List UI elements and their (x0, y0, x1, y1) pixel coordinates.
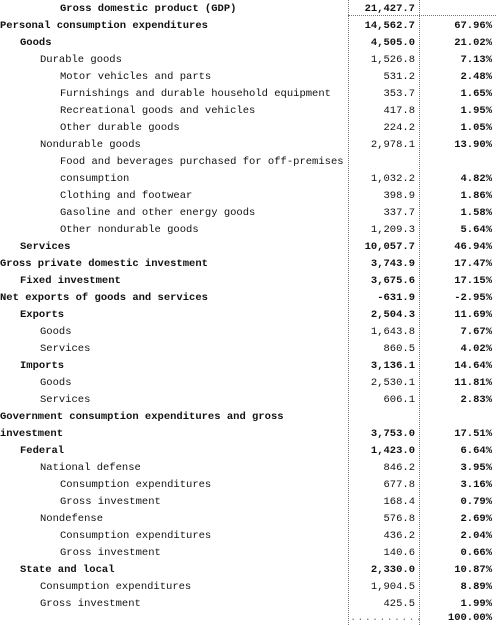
row-label: Gross investment (60, 496, 161, 508)
row-value: 2,504.3 (370, 309, 415, 321)
row-value: 846.2 (383, 462, 415, 474)
row-percent: 4.82% (460, 173, 492, 185)
row-value: 3,753.0 (370, 428, 415, 440)
row-label: investment (0, 428, 64, 440)
row-label: Exports (20, 309, 65, 321)
row-value: 860.5 (383, 343, 415, 355)
row-label: Food and beverages purchased for off-premises (60, 156, 344, 168)
row-value: 1,423.0 (370, 445, 415, 457)
row-value: 140.6 (383, 547, 415, 559)
row-percent: 2.69% (460, 513, 492, 525)
row-value: 425.5 (383, 598, 415, 610)
row-percent: 67.96% (454, 20, 492, 32)
row-value: -631.9 (377, 292, 415, 304)
row-percent: 2.83% (460, 394, 492, 406)
row-percent: 5.64% (460, 224, 492, 236)
row-value: 4,505.0 (370, 37, 415, 49)
row-label: Gross private domestic investment (0, 258, 208, 270)
row-percent: 6.64% (460, 445, 492, 457)
row-value: 14,562.7 (364, 20, 415, 32)
row-label: Consumption expenditures (60, 530, 212, 542)
row-label: Gross investment (40, 598, 141, 610)
row-label: Gasoline and other energy goods (60, 207, 256, 219)
row-value: 1,904.5 (370, 581, 415, 593)
row-percent: 17.15% (454, 275, 492, 287)
row-separator (348, 15, 496, 16)
row-label: consumption (60, 173, 130, 185)
row-percent: 10.87% (454, 564, 492, 576)
row-label: Personal consumption expenditures (0, 20, 208, 32)
row-percent: 2.04% (460, 530, 492, 542)
row-percent: 1.65% (460, 88, 492, 100)
row-value: 2,330.0 (370, 564, 415, 576)
row-value: 1,032.2 (370, 173, 415, 185)
row-percent: 0.66% (460, 547, 492, 559)
row-percent: 4.02% (460, 343, 492, 355)
row-label: Government consumption expenditures and gross (0, 411, 284, 423)
row-label: Nondefense (40, 513, 104, 525)
row-label: Other nondurable goods (60, 224, 199, 236)
row-value: 2,978.1 (370, 139, 415, 151)
gdp-header-value: 21,427.7 (364, 3, 415, 15)
row-value: 606.1 (383, 394, 415, 406)
row-label: Gross investment (60, 547, 161, 559)
row-label: Recreational goods and vehicles (60, 105, 256, 117)
row-value: 1,643.8 (370, 326, 415, 338)
row-label: Nondurable goods (40, 139, 141, 151)
row-percent: 1.99% (460, 598, 492, 610)
row-value: 353.7 (383, 88, 415, 100)
row-percent: 3.95% (460, 462, 492, 474)
row-value: 10,057.7 (364, 241, 415, 253)
row-label: Furnishings and durable household equipment (60, 88, 331, 100)
row-percent: 3.16% (460, 479, 492, 491)
row-percent: 13.90% (454, 139, 492, 151)
row-label: Consumption expenditures (60, 479, 212, 491)
row-value: 3,743.9 (370, 258, 415, 270)
row-label: Federal (20, 445, 65, 457)
row-value: 3,675.6 (370, 275, 415, 287)
row-value: 677.8 (383, 479, 415, 491)
row-value: 398.9 (383, 190, 415, 202)
row-percent: 17.47% (454, 258, 492, 270)
row-percent: 1.05% (460, 122, 492, 134)
row-value: 2,530.1 (370, 377, 415, 389)
row-value: 436.2 (383, 530, 415, 542)
row-label: Fixed investment (20, 275, 121, 287)
row-label: Goods (20, 37, 52, 49)
row-percent: 7.67% (460, 326, 492, 338)
row-percent: 0.79% (460, 496, 492, 508)
row-label: Clothing and footwear (60, 190, 193, 202)
row-percent: 21.02% (454, 37, 492, 49)
row-percent: 8.89% (460, 581, 492, 593)
row-label: Net exports of goods and services (0, 292, 208, 304)
row-label: Services (40, 343, 91, 355)
row-value: 417.8 (383, 105, 415, 117)
row-value: 168.4 (383, 496, 415, 508)
row-percent: 1.95% (460, 105, 492, 117)
row-label: Services (40, 394, 91, 406)
row-percent: -2.95% (454, 292, 492, 304)
row-percent: 11.81% (454, 377, 492, 389)
total-value-dots: .......... (350, 612, 424, 624)
row-value: 3,136.1 (370, 360, 415, 372)
row-percent: 17.51% (454, 428, 492, 440)
row-percent: 2.48% (460, 71, 492, 83)
row-label: Imports (20, 360, 65, 372)
row-percent: 11.69% (454, 309, 492, 321)
row-value: 1,526.8 (370, 54, 415, 66)
row-value: 1,209.3 (370, 224, 415, 236)
total-percent: 100.00% (447, 612, 492, 624)
row-label: Other durable goods (60, 122, 180, 134)
row-label: Services (20, 241, 71, 253)
row-label: Consumption expenditures (40, 581, 192, 593)
row-label: Motor vehicles and parts (60, 71, 212, 83)
row-label: Goods (40, 377, 72, 389)
row-percent: 7.13% (460, 54, 492, 66)
row-label: Goods (40, 326, 72, 338)
row-label: National defense (40, 462, 141, 474)
row-label: State and local (20, 564, 115, 576)
row-percent: 1.58% (460, 207, 492, 219)
row-value: 337.7 (383, 207, 415, 219)
gdp-header-label: Gross domestic product (GDP) (60, 3, 237, 15)
row-value: 531.2 (383, 71, 415, 83)
row-percent: 14.64% (454, 360, 492, 372)
row-percent: 1.86% (460, 190, 492, 202)
row-percent: 46.94% (454, 241, 492, 253)
row-label: Durable goods (40, 54, 122, 66)
row-value: 576.8 (383, 513, 415, 525)
row-value: 224.2 (383, 122, 415, 134)
